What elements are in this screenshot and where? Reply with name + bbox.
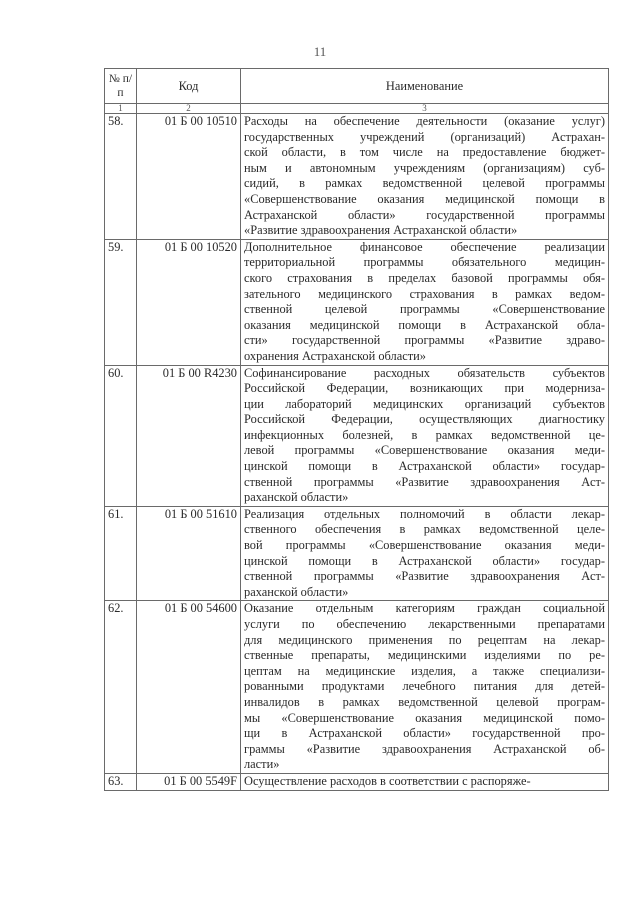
row-number: 60. <box>105 365 137 506</box>
row-name-line: Реализация отдельных полномочий в области лекар- <box>244 506 605 521</box>
table-header-row <box>105 69 609 104</box>
table-row <box>105 506 609 601</box>
row-number: 59. <box>105 239 137 365</box>
row-name-line: щи в Астраханской области» государственной про- <box>244 726 605 741</box>
row-name-line: охранения Астраханской области» <box>244 348 426 363</box>
table-row <box>105 773 609 790</box>
budget-code-table <box>104 68 609 791</box>
row-name-line: ственного обеспечения в рамках ведомственной целе- <box>244 522 605 537</box>
row-name-line: Осуществление расходов в соответствии с распоряже- <box>244 773 531 788</box>
row-name-line: цептам на медицинские изделия, а также специализи- <box>244 663 605 678</box>
row-number: 63. <box>105 773 137 790</box>
row-name <box>241 239 609 365</box>
row-name-line: вой программы «Совершенствование оказания меди- <box>244 538 605 553</box>
row-code: 01 Б 00 R4230 <box>137 365 241 506</box>
column-index-row <box>105 104 609 114</box>
row-name-line: «Развитие здравоохранения Астраханской области» <box>244 223 518 238</box>
header-name: Наименование <box>241 69 609 104</box>
column-index-1: 1 <box>105 104 137 114</box>
row-name <box>241 114 609 240</box>
column-index-2: 2 <box>137 104 241 114</box>
row-name-line: Астраханской области» государственной программы <box>244 207 605 222</box>
row-name-line: раханской области» <box>244 584 349 599</box>
row-name-line: ской области, в том числе на предоставление бюджет- <box>244 145 605 160</box>
table-row <box>105 601 609 774</box>
row-name-line: левой программы «Совершенствование оказания меди- <box>244 443 605 458</box>
row-name-line: территориальной программы обязательного медицин- <box>244 255 605 270</box>
row-name-line: Оказание отдельным категориям граждан социальной <box>244 601 605 616</box>
row-code: 01 Б 00 10510 <box>137 114 241 240</box>
row-name-line: сидий, в рамках ведомственной целевой программы <box>244 176 605 191</box>
row-number: 62. <box>105 601 137 774</box>
row-name-line: цинской помощи в Астраханской области» государ- <box>244 553 605 568</box>
row-name-line: государственных учреждений (организаций) Астрахан- <box>244 129 605 144</box>
row-name-line: ственной программы «Развитие здравоохранения Аст- <box>244 474 605 489</box>
table-row <box>105 114 609 240</box>
row-name-line: ласти» <box>244 757 280 772</box>
row-name-line: «Совершенствование оказания медицинской помощи в <box>244 191 605 206</box>
row-name-line: ского страхования в пределах базовой программы обя- <box>244 270 605 285</box>
row-number: 58. <box>105 114 137 240</box>
row-name-line: раханской области» <box>244 490 349 505</box>
row-name-line: оказания медицинской помощи в Астраханской обла- <box>244 317 605 332</box>
row-name-line: Дополнительное финансовое обеспечение реализации <box>244 239 605 254</box>
row-name-line: ции лабораторий медицинских организаций субъектов <box>244 396 605 411</box>
row-name-line: Расходы на обеспечение деятельности (оказание услуг) <box>244 114 605 128</box>
row-name-line: ственной программы «Развитие здравоохранения Аст- <box>244 569 605 584</box>
row-name-line: цинской помощи в Астраханской области» государ- <box>244 459 605 474</box>
page-number: 11 <box>313 44 327 59</box>
row-name-line: зательного медицинского страхования в рамках ведом- <box>244 286 605 301</box>
row-name-line: ным и автономным учреждениям (организациям) суб- <box>244 160 605 175</box>
table-row <box>105 239 609 365</box>
row-name <box>241 506 609 601</box>
row-name-line: Российской Федерации, возникающих при модерниза- <box>244 381 605 396</box>
row-name-line: Софинансирование расходных обязательств субъектов <box>244 365 605 380</box>
row-name-line: инвалидов в рамках ведомственной целевой програм- <box>244 694 605 709</box>
row-name-line: мы «Совершенствование оказания медицинской помо- <box>244 710 605 725</box>
row-name-line: ственной целевой программы «Совершенствование <box>244 302 605 317</box>
row-code: 01 Б 00 5549F <box>137 773 241 790</box>
row-name-line: граммы «Развитие здравоохранения Астраханской об- <box>244 741 605 756</box>
row-code: 01 Б 00 10520 <box>137 239 241 365</box>
row-name-line: ственные препараты, медицинскими изделиями по ре- <box>244 648 605 663</box>
row-name-line: Российской Федерации, осуществляющих диагностику <box>244 412 605 427</box>
row-name-line: услуги по обеспечению лекарственными препаратами <box>244 617 605 631</box>
column-index-3: 3 <box>241 104 609 114</box>
row-name-line: инфекционных болезней, в рамках ведомственной це- <box>244 427 605 442</box>
row-code: 01 Б 00 51610 <box>137 506 241 601</box>
row-name-line: сти» государственной программы «Развитие здраво- <box>244 333 605 348</box>
row-code: 01 Б 00 54600 <box>137 601 241 774</box>
row-name <box>241 773 609 790</box>
table-row <box>105 365 609 506</box>
row-name <box>241 601 609 774</box>
row-number: 61. <box>105 506 137 601</box>
header-code: Код <box>137 69 241 104</box>
row-name-line: рованными продуктами лечебного питания для детей- <box>244 679 605 694</box>
row-name <box>241 365 609 506</box>
header-num: № п/п <box>105 69 137 104</box>
table-body <box>105 114 609 791</box>
row-name-line: для медицинского применения по рецептам на лекар- <box>244 632 605 647</box>
